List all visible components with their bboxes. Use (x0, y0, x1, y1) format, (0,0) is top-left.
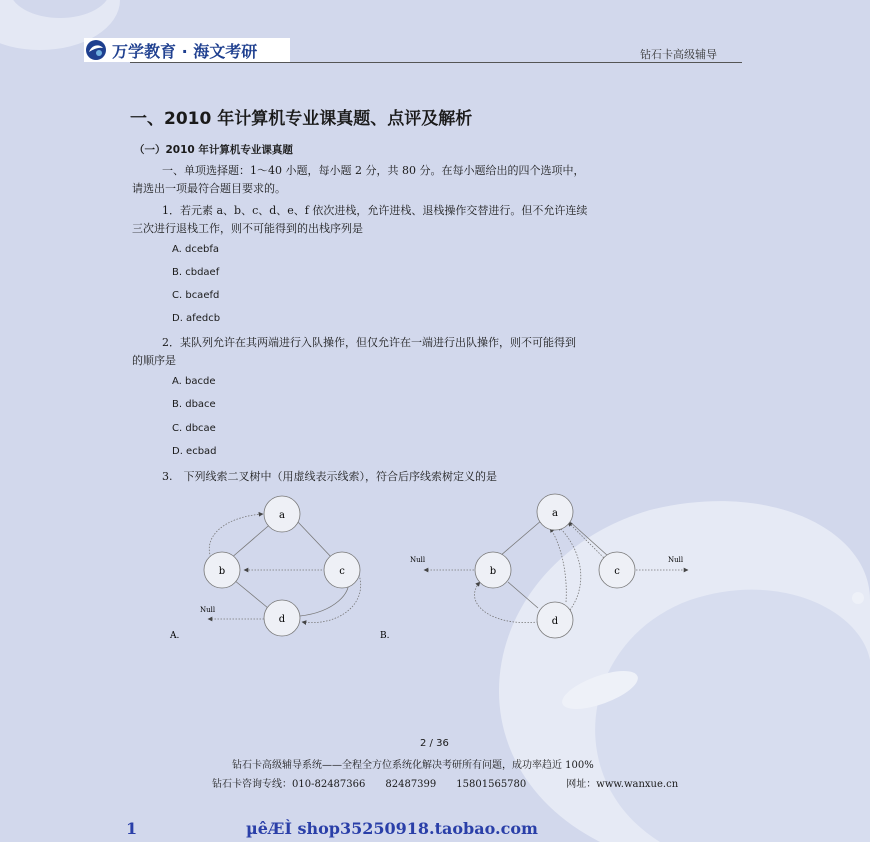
tree-b-null-right: Null (668, 556, 684, 564)
tree-a-null-label: Null (200, 606, 216, 614)
question-2-line-1: 2．某队列允许在其两端进行入队操作，但仅允许在一端进行出队操作，则不可能得到 (162, 336, 576, 349)
svg-text:c: c (339, 566, 345, 577)
logo-text: 万学教育 · 海文考研 (112, 41, 258, 61)
section-subtitle: （一）2010 年计算机专业课真题 (134, 144, 293, 156)
tree-a (169, 496, 361, 641)
svg-text:d: d (278, 614, 286, 625)
tree-b (380, 494, 688, 641)
tree-a-node-b (204, 552, 240, 588)
tree-b-node-a (537, 494, 573, 530)
tree-a-node-a (264, 496, 300, 532)
tree-b-node-d (537, 602, 573, 638)
tree-a-label: A. (170, 631, 180, 641)
footer-hotline-label: 钻石卡咨询专线： (212, 779, 292, 790)
svg-text:b: b (218, 566, 226, 577)
footer-contact (212, 775, 678, 790)
svg-text:a: a (279, 510, 285, 521)
intro-line-2: 请选出一项最符合题目要求的。 (132, 182, 286, 195)
brand-logo (84, 38, 290, 62)
tree-b-node-c (599, 552, 635, 588)
question-2 (132, 334, 742, 370)
svg-text:c: c (614, 566, 620, 577)
question-1-line-2: 三次进行退栈工作，则不可能得到的出栈序列是 (132, 222, 363, 235)
q1-option-d: D. afedcb (172, 313, 221, 324)
tree-b-label: B. (380, 631, 390, 641)
question-1-line-1: 1．若元素 a、b、c、d、e、f 依次进栈，允许进栈、退栈操作交替进行。但不允许连续 (162, 204, 588, 217)
q2-option-d: D. ecbad (172, 446, 217, 457)
question-1 (132, 202, 742, 238)
watermark-shop-text: µêÆÌ shop35250918.taobao.com (246, 819, 538, 838)
page-number: 2 / 36 (420, 738, 449, 749)
question-3-line-1: 3. 下列线索二叉树中（用虚线表示线索），符合后序线索树定义的是 (162, 470, 497, 483)
section-title: 一、2010 年计算机专业课真题、点评及解析 (130, 109, 473, 129)
q2-option-c: C. dbcae (172, 423, 216, 434)
tree-b-null-left: Null (410, 556, 426, 564)
q1-option-a: A. dcebfa (172, 244, 220, 255)
tree-b-node-b (475, 552, 511, 588)
footer-website: 网址：www.wanxue.cn (566, 779, 679, 790)
svg-text:a: a (552, 508, 558, 519)
footer-phone-2: 82487399 (385, 779, 437, 790)
q1-option-c: C. bcaefd (172, 290, 220, 301)
threaded-tree-diagram (160, 492, 720, 642)
q2-option-b: B. dbace (172, 399, 216, 410)
intro-paragraph (132, 162, 742, 198)
svg-text:b: b (489, 566, 497, 577)
footer-phone-1: 010-82487366 (292, 779, 366, 790)
footer-phone-3: 15801565780 (456, 779, 527, 790)
logo-swirl-icon (84, 38, 108, 62)
svg-text:d: d (551, 616, 559, 627)
tree-a-node-c (324, 552, 360, 588)
intro-line-1: 一、单项选择题：1～40 小题，每小题 2 分，共 80 分。在每小题给出的四个选项中， (162, 164, 585, 177)
q1-option-b: B. cbdaef (172, 267, 220, 278)
q2-option-a: A. bacde (172, 376, 216, 387)
header-program-name: 钻石卡高级辅导 (640, 48, 717, 61)
footer-slogan: 钻石卡高级辅导系统——全程全方位系统化解决考研所有问题，成功率趋近 100% (232, 760, 594, 771)
question-2-line-2: 的顺序是 (132, 354, 176, 367)
header-divider (130, 62, 742, 63)
question-3 (132, 468, 742, 486)
watermark-number: 1 (126, 819, 138, 838)
tree-a-node-d (264, 600, 300, 636)
